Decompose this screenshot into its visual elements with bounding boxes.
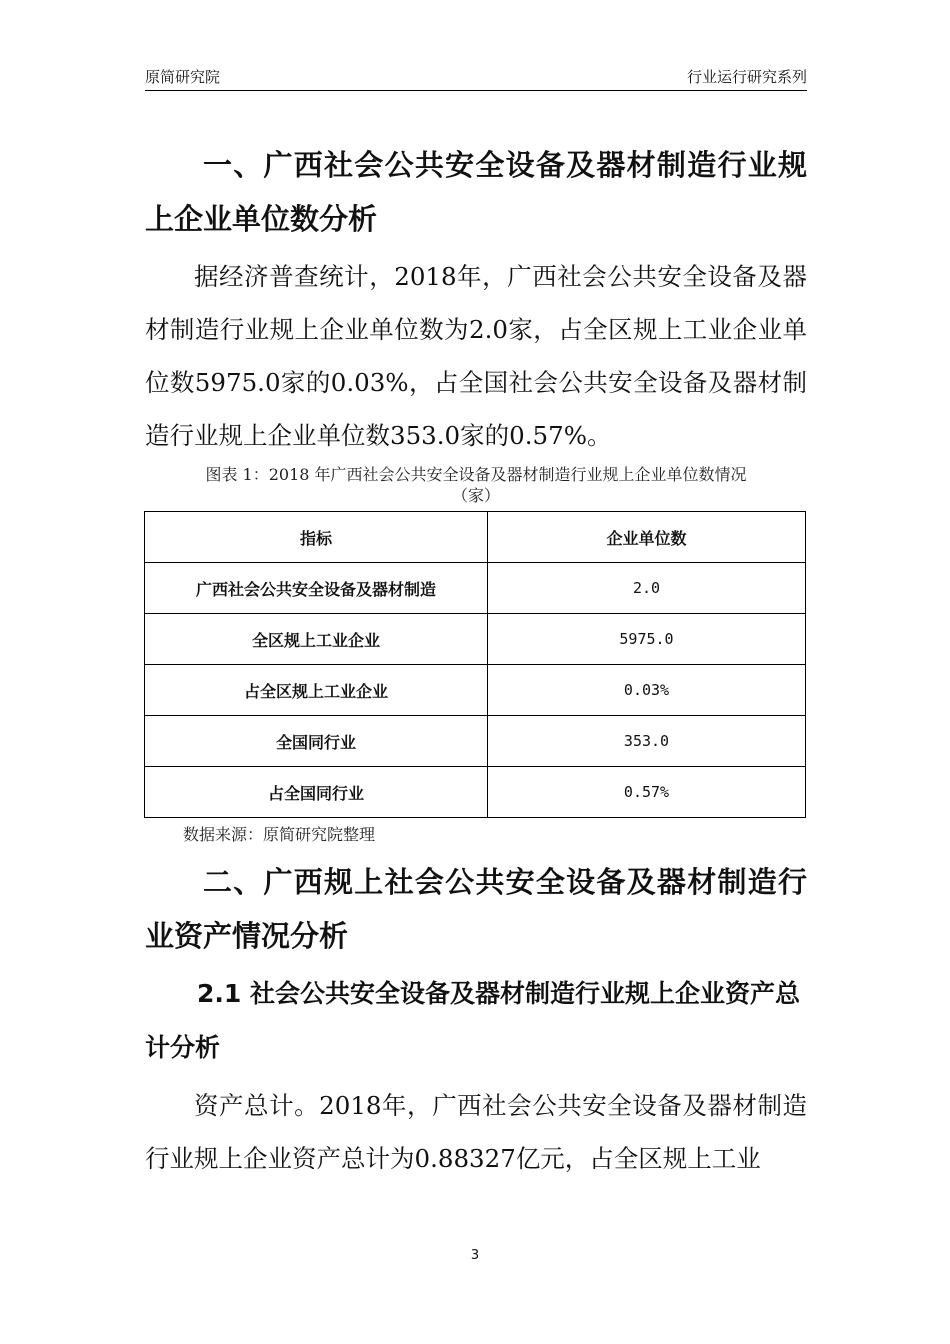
table-header-count: 企业单位数 <box>488 512 806 563</box>
table-cell-label: 广西社会公共安全设备及器材制造 <box>145 563 488 614</box>
table-row <box>145 716 806 767</box>
figure-caption-line1: 图表 1：2018 年广西社会公共安全设备及器材制造行业规上企业单位数情况 <box>205 465 747 484</box>
subsection-2-1-heading: 2.1 社会公共安全设备及器材制造行业规上企业资产总计分析 <box>145 979 800 1062</box>
section1-heading: 一、广西社会公共安全设备及器材制造行业规上企业单位数分析 <box>145 148 807 236</box>
table-cell-value: 2.0 <box>488 563 806 614</box>
page-number: 3 <box>470 1248 480 1263</box>
section1-paragraph: 据经济普查统计，2018年，广西社会公共安全设备及器材制造行业规上企业单位数为2.0家，占全区规上工业企业单位数5975.0家的0.03%，占全国社会公共安全设备及器材制造行业规上企业单位数353.0家的0.57%。 <box>145 262 807 450</box>
header-left-org: 原简研究院 <box>145 68 221 86</box>
data-source-note: 数据来源：原简研究院整理 <box>183 825 376 844</box>
subsection-2-1-paragraph: 资产总计。2018年，广西社会公共安全设备及器材制造行业规上企业资产总计为0.88327亿元，占全区规上工业 <box>145 1091 807 1173</box>
figure-caption <box>145 464 807 506</box>
figure-caption-line2: （家） <box>451 486 500 505</box>
table-row <box>145 767 806 818</box>
table-cell-value: 0.57% <box>488 767 806 818</box>
table-cell-label: 全国同行业 <box>145 716 488 767</box>
table-row <box>145 614 806 665</box>
table-row <box>145 665 806 716</box>
page-header <box>145 62 807 91</box>
table-cell-label: 占全区规上工业企业 <box>145 665 488 716</box>
table-cell-value: 5975.0 <box>488 614 806 665</box>
table-cell-value: 353.0 <box>488 716 806 767</box>
table-cell-label: 占全国同行业 <box>145 767 488 818</box>
section2-heading: 二、广西规上社会公共安全设备及器材制造行业资产情况分析 <box>145 865 807 953</box>
header-right-series: 行业运行研究系列 <box>686 68 807 86</box>
table-cell-label: 全区规上工业企业 <box>145 614 488 665</box>
table-header-row <box>145 512 806 563</box>
table-header-indicator: 指标 <box>145 512 488 563</box>
table-row <box>145 563 806 614</box>
table-cell-value: 0.03% <box>488 665 806 716</box>
enterprise-count-table <box>144 511 806 818</box>
